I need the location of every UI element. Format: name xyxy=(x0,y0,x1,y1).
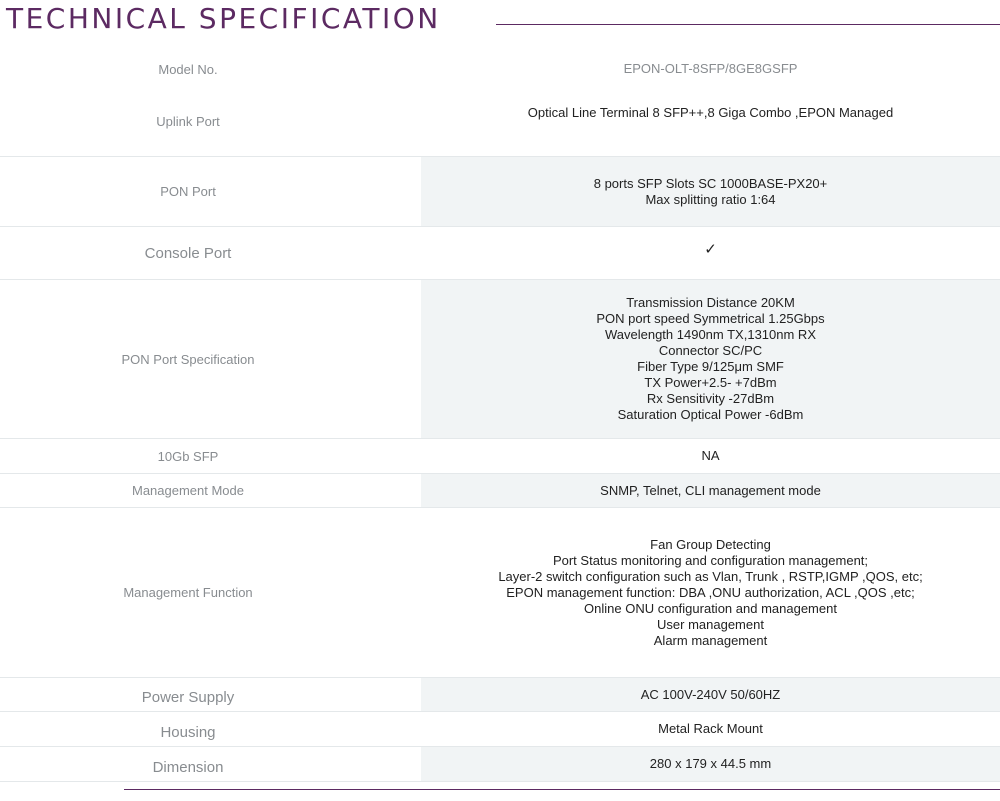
spec-row-10gb-sfp xyxy=(0,439,1000,474)
spec-row-housing xyxy=(0,712,1000,747)
spec-row-management-function xyxy=(0,508,1000,678)
spec-line: Online ONU configuration and management xyxy=(584,600,837,616)
spec-line: 8 ports SFP Slots SC 1000BASE-PX20+ xyxy=(593,175,828,191)
bottom-divider xyxy=(124,789,1000,790)
spec-row-management-mode xyxy=(0,474,1000,508)
spec-value-model: EPON-OLT-8SFP/8GE8GSFP xyxy=(623,61,798,76)
spec-label-housing: Housing xyxy=(160,723,216,741)
spec-row-power-supply xyxy=(0,678,1000,712)
spec-label-pon: PON Port xyxy=(160,184,216,199)
spec-label-management-function: Management Function xyxy=(123,585,253,600)
spec-line: User management xyxy=(657,616,764,632)
title-divider xyxy=(496,24,1000,25)
spec-label-management-mode: Management Mode xyxy=(131,483,244,498)
spec-line: Max splitting ratio 1:64 xyxy=(645,191,776,207)
spec-value-pon-specification xyxy=(421,280,1000,438)
spec-row-model xyxy=(0,52,1000,86)
spec-value-power-supply: AC 100V-240V 50/60HZ xyxy=(421,678,1000,711)
spec-line: Saturation Optical Power -6dBm xyxy=(617,407,804,422)
spec-line: Rx Sensitivity -27dBm xyxy=(646,391,775,406)
spec-value-dimension: 280 x 179 x 44.5 mm xyxy=(421,747,1000,781)
spec-line: Port Status monitoring and configuration management; xyxy=(552,552,869,568)
spec-label-uplink: Uplink Port xyxy=(156,113,220,129)
spec-row-pon-specification xyxy=(0,280,1000,439)
spec-row-uplink xyxy=(0,86,1000,157)
spec-label-10gb-sfp: 10Gb SFP xyxy=(157,448,219,464)
spec-value-10gb-sfp: NA xyxy=(701,448,720,463)
spec-label-pon-specification: PON Port Specification xyxy=(121,351,255,367)
spec-line: Fiber Type 9/125μm SMF xyxy=(637,359,784,374)
spec-label-dimension: Dimension xyxy=(152,758,224,776)
spec-line: Connector SC/PC xyxy=(658,343,763,358)
spec-label-model: Model No. xyxy=(158,61,218,77)
spec-line: PON port speed Symmetrical 1.25Gbps xyxy=(596,311,825,326)
spec-value-housing: Metal Rack Mount xyxy=(658,721,763,736)
spec-row-dimension xyxy=(0,747,1000,782)
spec-line: Transmission Distance 20KM xyxy=(626,295,795,310)
spec-line: Alarm management xyxy=(653,632,768,648)
check-icon: ✓ xyxy=(704,240,717,258)
spec-value-management-mode: SNMP, Telnet, CLI management mode xyxy=(421,474,1000,507)
spec-line: Layer-2 switch configuration such as Vlan, Trunk , RSTP,IGMP ,QOS, etc; xyxy=(498,568,923,584)
spec-row-pon xyxy=(0,157,1000,227)
spec-label-power-supply: Power Supply xyxy=(141,689,235,706)
spec-value-pon xyxy=(421,157,1000,226)
spec-row-console xyxy=(0,227,1000,280)
page-title: TECHNICAL SPECIFICATION xyxy=(6,2,441,35)
spec-line: TX Power+2.5- +7dBm xyxy=(644,375,777,390)
spec-value-management-function xyxy=(421,508,1000,677)
spec-value-uplink: Optical Line Terminal 8 SFP++,8 Giga Combo ,EPON Managed xyxy=(527,105,894,120)
spec-label-console: Console Port xyxy=(144,244,232,262)
spec-line: Fan Group Detecting xyxy=(650,536,771,552)
spec-line: Wavelength 1490nm TX,1310nm RX xyxy=(604,327,816,342)
spec-value-console xyxy=(421,227,1000,279)
spec-line: EPON management function: DBA ,ONU authorization, ACL ,QOS ,etc; xyxy=(506,584,915,600)
